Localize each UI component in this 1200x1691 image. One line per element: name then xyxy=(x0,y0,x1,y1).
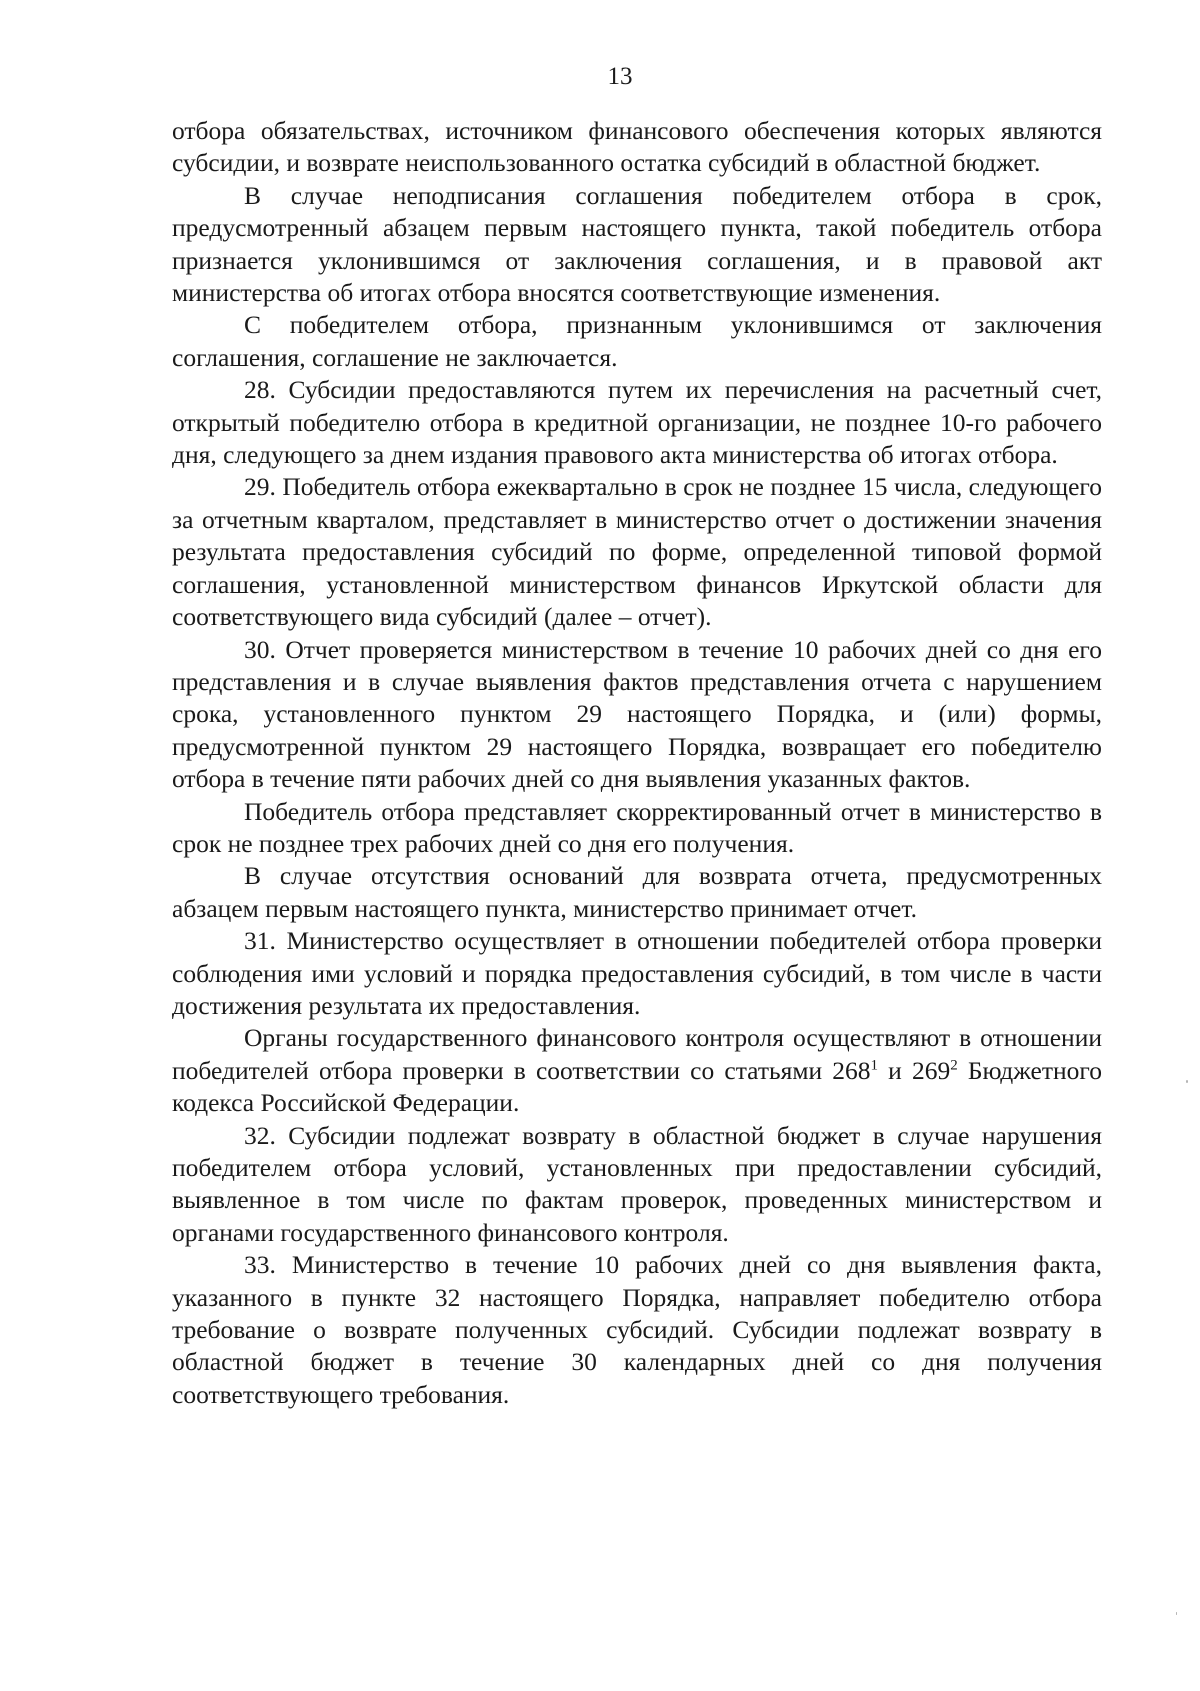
paragraph-continued: отбора обязательствах, источником финансового обеспечения которых являются субсидии, и возврате неиспользованного остатка субсидий в областной бюджет. xyxy=(172,116,1102,178)
scan-speck xyxy=(1176,1612,1177,1615)
paragraph-financial-control-text-3: Бюджетного кодекса Российской Федерации. xyxy=(172,1055,1102,1118)
paragraph-corrected-report: Победитель отбора представляет скорректированный отчет в министерство в срок не позднее трех рабочих дней со дня его получения. xyxy=(172,796,1102,858)
superscript-1: 1 xyxy=(870,1057,879,1074)
scan-speck xyxy=(1186,1080,1188,1083)
paragraph-item-30: 30. Отчет проверяется министерством в течение 10 рабочих дней со дня его представления и в случае выявления фактов представления отчета с нарушением срока, установленного пунктом 29 настоящего Порядка, и (или) формы, предусмотренной пунктом 29 настоящего Порядка, возвращает его победителю отбора в течение пяти рабочих дней со дня выявления указанных фактов. xyxy=(172,634,1102,794)
paragraph-refusal-to-sign: В случае неподписания соглашения победителем отбора в срок, предусмотренный абзацем первым настоящего пункта, такой победитель отбора признается уклонившимся от заключения соглашения, и в правовой акт министерства об итогах отбора вносятся соответствующие изменения. xyxy=(172,180,1102,308)
page-number: 13 xyxy=(607,63,633,90)
paragraph-report-accepted: В случае отсутствия оснований для возврата отчета, предусмотренных абзацем первым настоящего пункта, министерство принимает отчет. xyxy=(172,861,1102,923)
document-body xyxy=(172,115,1102,1411)
paragraph-financial-control xyxy=(172,1022,1102,1119)
superscript-2: 2 xyxy=(950,1057,958,1074)
paragraph-no-agreement: С победителем отбора, признанным уклонившимся от заключения соглашения, соглашение не заключается. xyxy=(172,310,1102,372)
paragraph-item-32: 32. Субсидии подлежат возврату в областной бюджет в случае нарушения победителем отбора условий, установленных при предоставлении субсидий, выявленное в том числе по фактам проверок, проведенных министерством и органами государственного финансового контроля. xyxy=(172,1120,1102,1247)
paragraph-financial-control-text-1: Органы государственного финансового контроля осуществляют в отношении победителей отбора проверки в соответствии со статьями 268 xyxy=(172,1023,1102,1085)
paragraph-item-29: 29. Победитель отбора ежеквартально в срок не позднее 15 числа, следующего за отчетным кварталом, представляет в министерство отчет о достижении значения результата предоставления субсидий по форме, определенной типовой формой соглашения, установленной министерством финансов Иркутской области для соответствующего вида субсидий (далее – отчет). xyxy=(172,472,1102,632)
paragraph-item-33: 33. Министерство в течение 10 рабочих дней со дня выявления факта, указанного в пункте 32 настоящего Порядка, направляет победителю отбора требование о возврате полученных субсидий. Субсидии подлежат возврату в областной бюджет в течение 30 календарных дней со дня получения соответствующего требования. xyxy=(172,1250,1102,1409)
paragraph-item-28: 28. Субсидии предоставляются путем их перечисления на расчетный счет, открытый победителю отбора в кредитной организации, не позднее 10-го рабочего дня, следующего за днем издания правового акта министерства об итогах отбора. xyxy=(172,375,1102,470)
paragraph-financial-control-text-2: и 269 xyxy=(878,1055,951,1085)
paragraph-item-31: 31. Министерство осуществляет в отношении победителей отбора проверки соблюдения ими условий и порядка предоставления субсидий, в том числе в части достижения результата их предоставления. xyxy=(172,926,1102,1020)
